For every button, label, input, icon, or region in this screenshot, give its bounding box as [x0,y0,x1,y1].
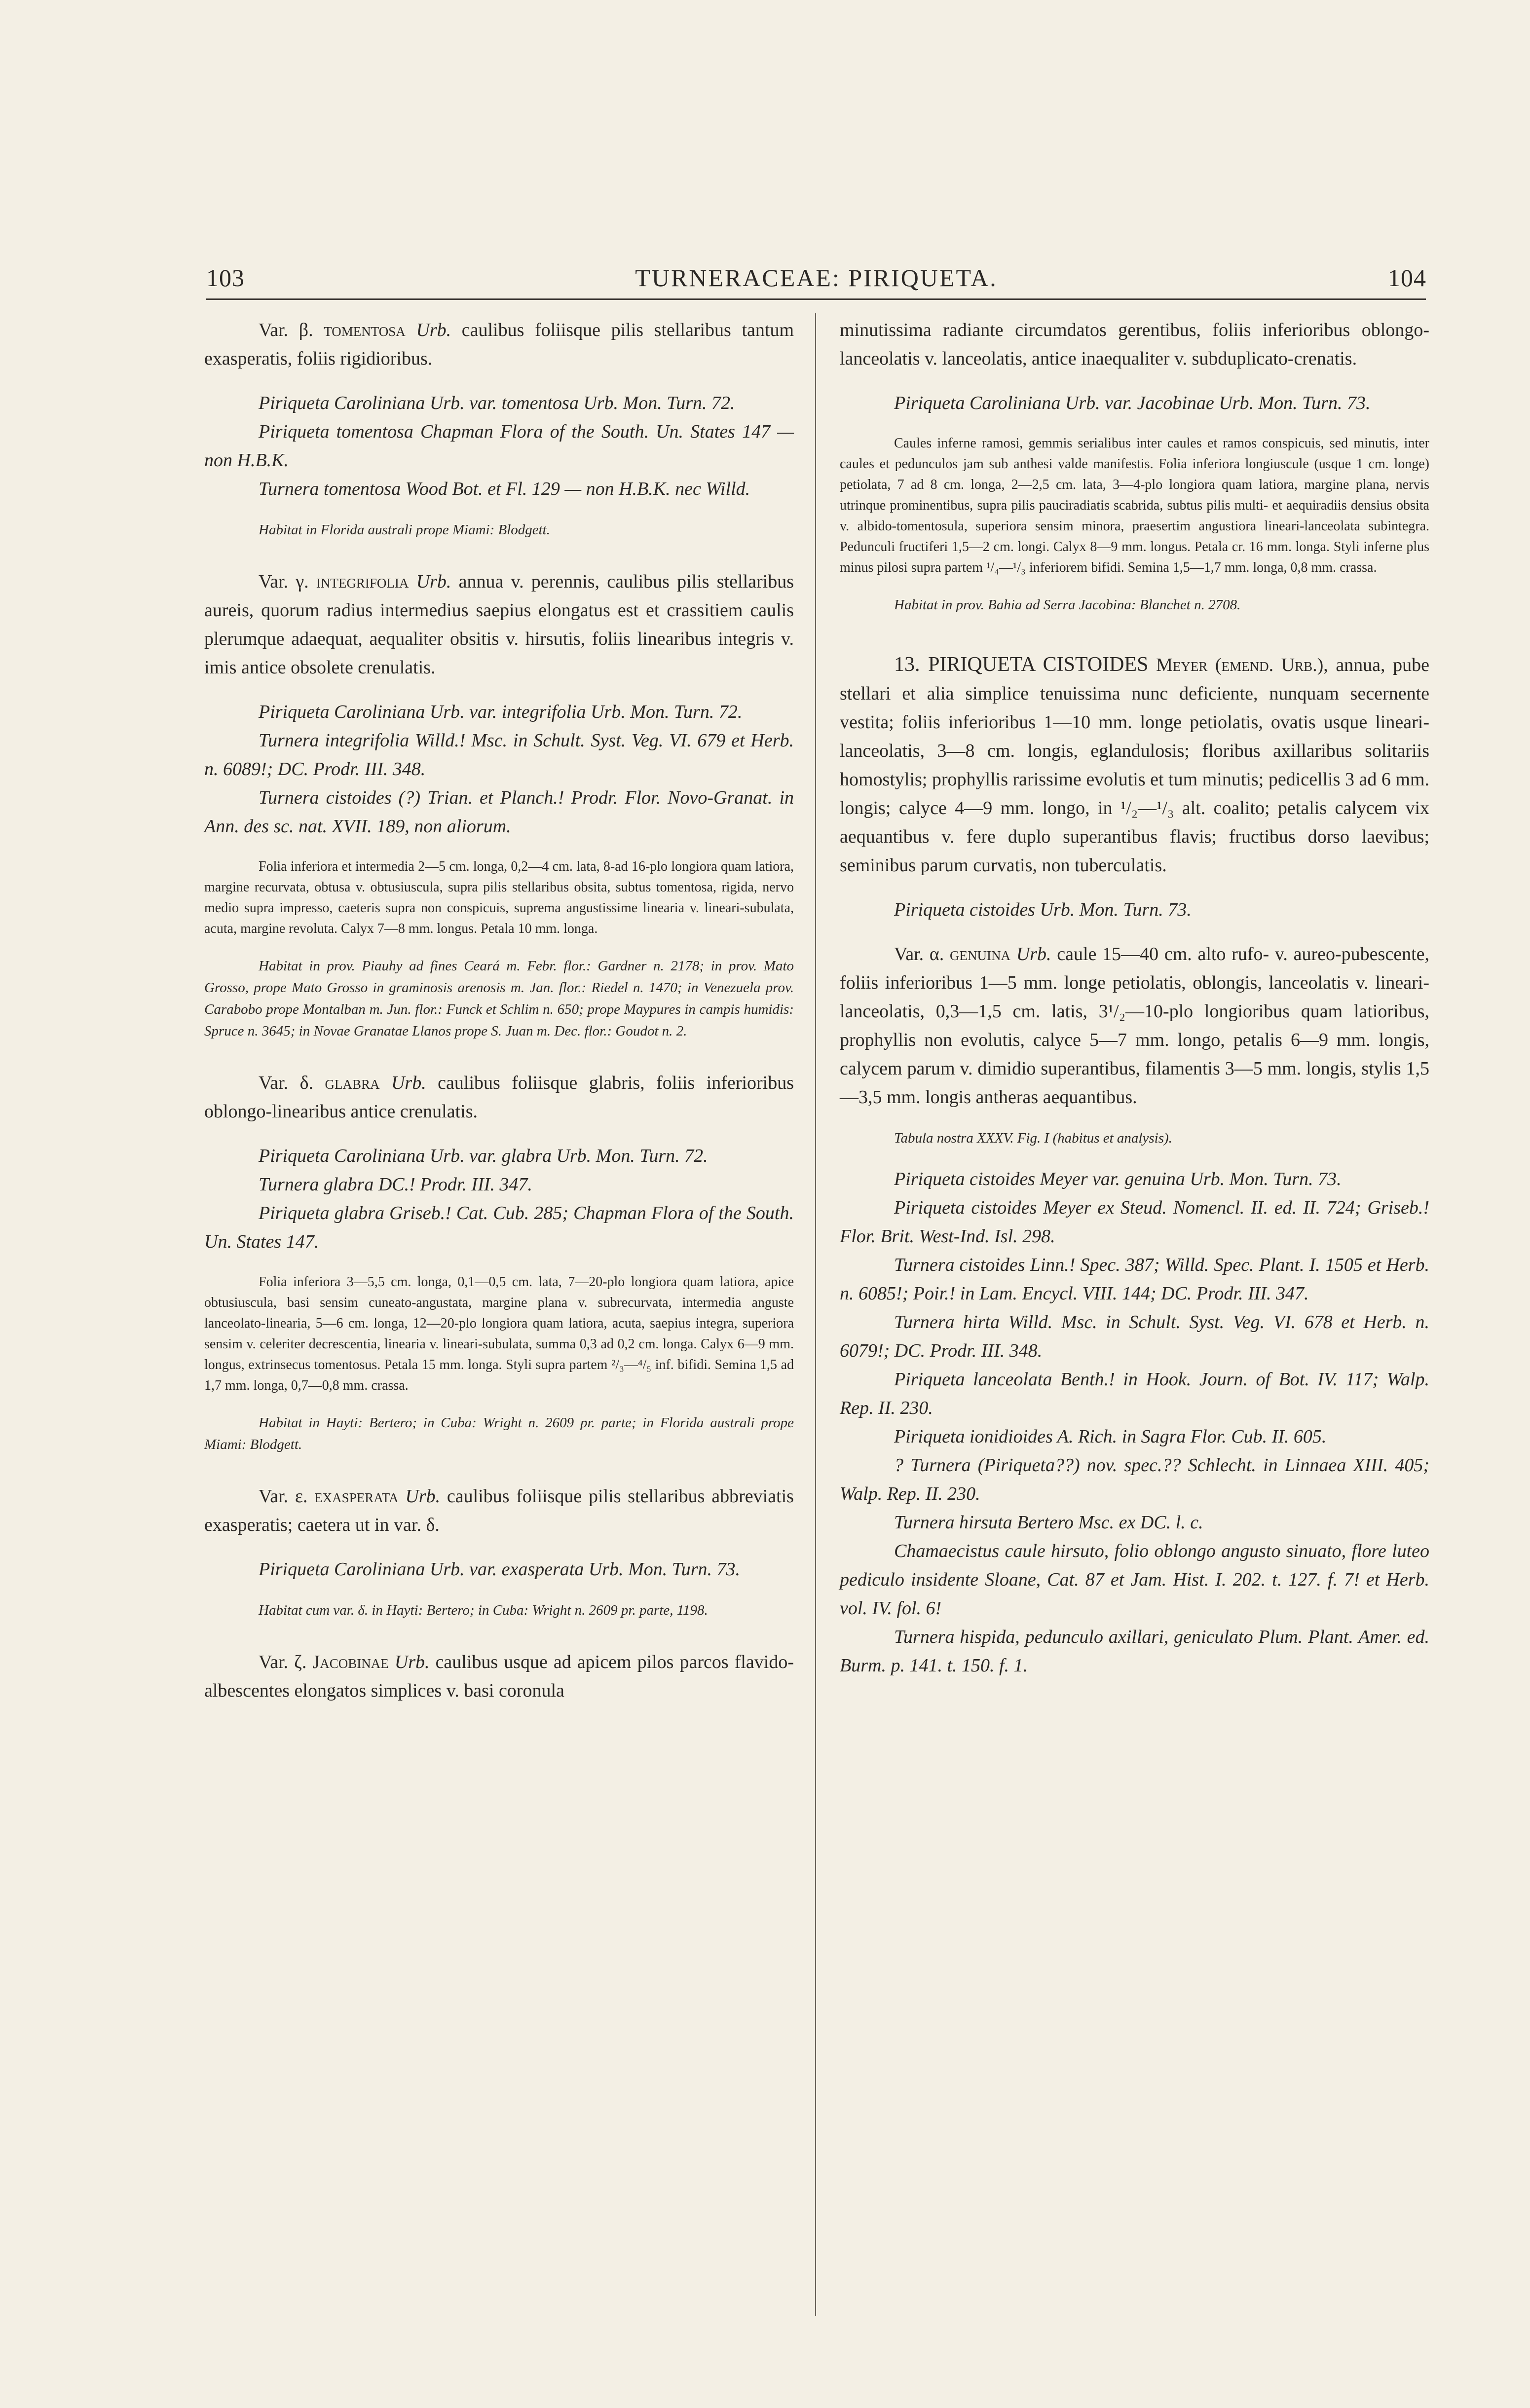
synonym: Piriqueta cistoides Meyer var. genuina Urb. Mon. Turn. 73. [894,1169,1342,1189]
synonym: Piriqueta Caroliniana Urb. var. exasperata Urb. Mon. Turn. 73. [259,1559,741,1580]
synonym: Piriqueta Caroliniana Urb. var. glabra Urb. Mon. Turn. 72. [259,1146,708,1166]
synonym: Turnera glabra DC.! Prodr. III. 347. [259,1174,532,1195]
synonym: Chamaecistus caule hirsuto, folio oblongo angusto sinuato, flore luteo pediculo insidente Sloane, Cat. 87 et Jam. Hist. I. 202. t. 127. f. 7! et Herb. vol. IV. fol. 6! [840,1541,1429,1619]
synonym: Piriqueta ionidioides A. Rich. in Sagra Flor. Cub. II. 605. [894,1426,1327,1447]
synonym: Turnera cistoides Linn.! Spec. 387; Willd. Spec. Plant. I. 1505 et Herb. n. 6085!; Poir.! in Lam. Encycl. VIII. 144; DC. Prodr. III. 347. [840,1255,1429,1304]
var-exasperata-paragraph: Var. ε. exasperata Urb. caulibus foliisque pilis stellaribus abbreviatis exasperatis; caetera ut in var. δ. [204,1486,794,1535]
synonym: Turnera tomentosa Wood Bot. et Fl. 129 — non H.B.K. nec Willd. [259,479,750,499]
var-genuina-paragraph: Var. α. genuina Urb. caule 15—40 cm. alto rufo- v. aureo-pubescente, foliis inferioribus 1—5 mm. longe petiolatis, oblongis, lanceolatis v. lineari-lanceolatis, 0,3—1,5 cm. latis, 3¹/₂—10-plo longioribus quam latioribus, prophyllis non evolutis, calyce 5—7 mm. longo, petalis 6—9 mm. longis, calycem parum v. dimidio superantibus, filamentis 3—5 mm. longis, stylis 1,5—3,5 mm. longis antheras aequantibus. [840,944,1429,1108]
habitat-note: Habitat in Hayti: Bertero; in Cuba: Wright n. 2609 pr. parte; in Florida australi prope Miami: Blodgett. [204,1415,794,1452]
description: Caules inferne ramosi, gemmis serialibus inter caules et ramos conspicuis, sed minutis, inter caules et pedunculos jam sub anthesi valde manifestis. Folia inferiora longiuscule (usque 1 cm. longe) petiolata, 7 ad 8 cm. longa, 2—2,5 cm. lata, 3—4-plo longiora quam latiora, margine plana, nervis utrinque prominentibus, supra pilis pauciradiatis scabrida, subtus pilis multi- et aequiradiis densius obsita v. albido-tomentosula, superiora sensim minora, praesertim angustiora lineari-lanceolata subintegra. Pedunculi fructiferi 1,5—2 cm. longi. Calyx 8—9 mm. longus. Petala cr. 16 mm. longa. Styli inferne plus minus pilosi supra partem ¹/₄—¹/₃ inferiorem bifidi. Semina 1,5—1,7 mm. longa, 0,8 mm. crassa. [840,436,1429,575]
synonym: Piriqueta glabra Griseb.! Cat. Cub. 285; Chapman Flora of the South. Un. States 147. [204,1203,794,1252]
synonym: Turnera hispida, pedunculo axillari, geniculato Plum. Plant. Amer. ed. Burm. p. 141. t. 150. f. 1. [840,1627,1429,1676]
var-tomentosa-paragraph: Var. β. tomentosa Urb. caulibus foliisque pilis stellaribus tantum exasperatis, foliis rigidioribus. [204,320,794,369]
synonym: Turnera hirta Willd. Msc. in Schult. Syst. Veg. VI. 678 et Herb. n. 6079!; DC. Prodr. III. 348. [840,1312,1429,1361]
habitat-note: Habitat in prov. Piauhy ad fines Ceará m. Febr. flor.: Gardner n. 2178; in prov. Mato Grosso, prope Mato Grosso in graminosis arenosis m. Jan. flor.: Riedel n. 1470; in Venezuela prov. Carabobo prope Montalban m. Jun. flor.: Funck et Schlim n. 650; prope Maypures in campis humidis: Spruce n. 3645; in Novae Granatae Llanos prope S. Juan m. Dec. flor.: Goudot n. 2. [204,958,794,1039]
header-rule [206,298,1426,300]
synonym: Piriqueta Caroliniana Urb. var. integrifolia Urb. Mon. Turn. 72. [259,702,743,722]
right-column [840,316,1429,1680]
synonym: Piriqueta Caroliniana Urb. var. Jacobinae Urb. Mon. Turn. 73. [894,393,1371,413]
description: Folia inferiora et intermedia 2—5 cm. longa, 0,2—4 cm. lata, 8-ad 16-plo longiora quam latiora, margine recurvata, obtusa v. obtusiuscula, supra pilis stellaribus obsita, subtus tomentosa, rigida, nervo medio supra impresso, caeteris supra non conspicuis, suprema angustissime linearia v. lineari-subulata, acuta, margine revoluta. Calyx 7—8 mm. longus. Petala 10 mm. longa. [204,859,794,936]
habitat-note: Habitat cum var. δ. in Hayti: Bertero; in Cuba: Wright n. 2609 pr. parte, 1198. [259,1602,708,1618]
synonym: Turnera integrifolia Willd.! Msc. in Schult. Syst. Veg. VI. 679 et Herb. n. 6089!; DC. Prodr. III. 348. [204,730,794,779]
var-integrifolia-paragraph: Var. γ. integrifolia Urb. annua v. perennis, caulibus pilis stellaribus aureis, quorum radius intermedius saepius elongatus est et crassitiem caulis plerumque adaequat, aequaliter obsitis v. hirsutis, foliis linearibus integris v. imis antice obsolete crenulatis. [204,571,794,678]
description: Folia inferiora 3—5,5 cm. longa, 0,1—0,5 cm. lata, 7—20-plo longiora quam latiora, apice obtusiuscula, basi sensim cuneato-angustata, margine plana v. subrecurvata, intermedia anguste lanceolato-linearia, 5—6 cm. longa, 12—20-plo longiora quam latiora, acuta, saepius integra, superiora sensim v. celeriter decrescentia, linearia v. lineari-subulata, summa 0,3 ad 0,2 cm. longa. Calyx 6—9 mm. longus, extrinsecus tomentosus. Petala 15 mm. longa. Styli supra partem ²/₃—⁴/₅ inf. bifidi. Semina 1,5 ad 1,7 mm. longa, 0,7—0,8 mm. crassa. [204,1274,794,1393]
column-divider [815,313,816,2316]
page-number-right: 104 [1388,264,1426,292]
continued-paragraph: minutissima radiante circumdatos gerentibus, foliis inferioribus oblongo-lanceolatis v. lanceolatis, antice inaequaliter v. subduplicato-crenatis. [840,320,1429,369]
synonym: Piriqueta lanceolata Benth.! in Hook. Journ. of Bot. IV. 117; Walp. Rep. II. 230. [840,1369,1429,1418]
synonym: ? Turnera (Piriqueta??) nov. spec.?? Schlecht. in Linnaea XIII. 405; Walp. Rep. II. 230. [840,1455,1429,1504]
species-13-heading: 13. PIRIQUETA CISTOIDES [894,653,1149,676]
left-column [204,316,794,1705]
page-number-left: 103 [206,264,245,292]
running-title: TURNERACEAE: PIRIQUETA. [635,264,998,292]
synonym: Turnera hirsuta Bertero Msc. ex DC. l. c. [894,1512,1203,1533]
habitat-note: Habitat in prov. Bahia ad Serra Jacobina: Blanchet n. 2708. [894,597,1241,613]
plate-reference: Tabula nostra XXXV. Fig. I (habitus et analysis). [894,1130,1172,1146]
habitat-note: Habitat in Florida australi prope Miami: Blodgett. [259,522,550,538]
var-glabra-paragraph: Var. δ. glabra Urb. caulibus foliisque glabris, foliis inferioribus oblongo-linearibus antice crenulatis. [204,1073,794,1122]
running-header [206,263,1426,298]
synonym: Piriqueta tomentosa Chapman Flora of the South. Un. States 147 — non H.B.K. [204,421,794,471]
synonym: Piriqueta cistoides Urb. Mon. Turn. 73. [894,899,1192,920]
species-13-paragraph: 13. PIRIQUETA CISTOIDES Meyer (emend. Urb.), annua, pube stellari et alia simplice tenuissima nunc deficiente, nunquam secernente vestita; foliis inferioribus 1—10 mm. longe petiolatis, ovatis usque lineari-lanceolatis, 3—8 cm. longis, eglandulosis; floribus axillaribus solitariis homostylis; prophyllis rarissime evolutis et tum minutis; pedicellis 3 ad 6 mm. longis; calyce 4—9 mm. longo, in ¹/₂—¹/₃ alt. coalito; petalis calycem vix aequantibus v. fere duplo superantibus flavis; fructibus dorso laevibus; seminibus parum curvatis, non tuberculatis. [840,653,1429,876]
synonym: Piriqueta cistoides Meyer ex Steud. Nomencl. II. ed. II. 724; Griseb.! Flor. Brit. West-Ind. Isl. 298. [840,1197,1429,1247]
synonym: Piriqueta Caroliniana Urb. var. tomentosa Urb. Mon. Turn. 72. [259,393,735,413]
var-jacobinae-paragraph: Var. ζ. Jacobinae Urb. caulibus usque ad apicem pilos parcos flavido-albescentes elongatos simplices v. basi coronula [204,1652,794,1701]
synonym: Turnera cistoides (?) Trian. et Planch.! Prodr. Flor. Novo-Granat. in Ann. des sc. nat. XVII. 189, non aliorum. [204,787,794,837]
